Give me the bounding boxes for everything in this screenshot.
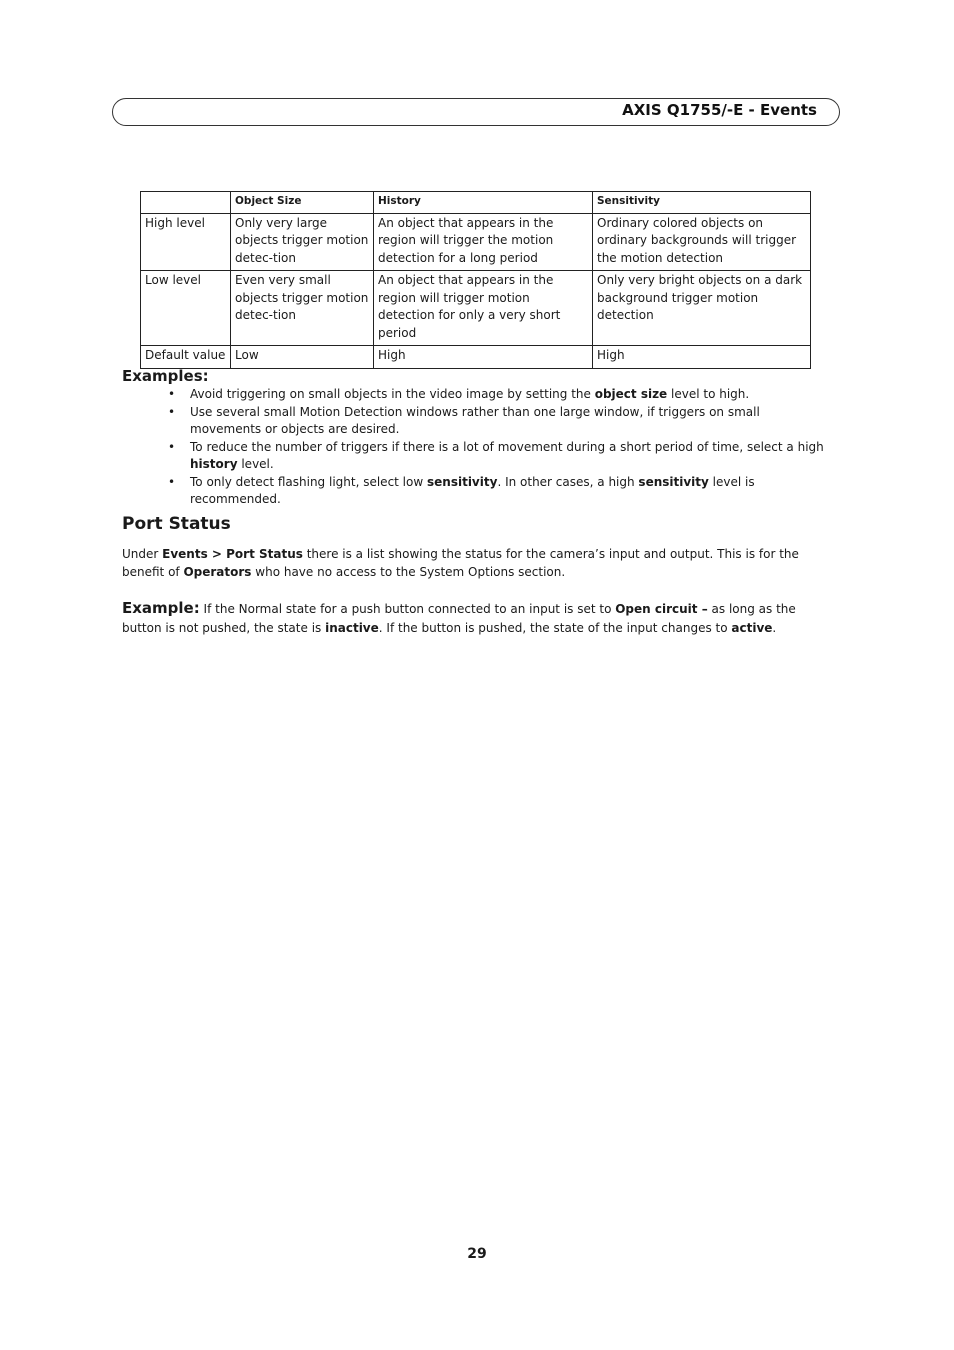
bold-term: object size: [594, 387, 668, 401]
bold-term: Operators: [183, 564, 252, 579]
table-header-cell: [141, 192, 231, 214]
list-item: [168, 474, 833, 509]
text: . If the button is pushed, the state of the input changes to: [378, 621, 732, 635]
bold-term: inactive: [325, 621, 379, 635]
port-status-paragraph: [122, 546, 834, 581]
page-title: AXIS Q1755/-E - Events: [622, 101, 817, 119]
table-cell: High: [374, 346, 593, 369]
table-row: [141, 213, 811, 271]
examples-heading: Examples:: [122, 367, 209, 385]
text: there is a list showing the status for the camera’s input and output. This is for the benefit of: [122, 547, 799, 579]
text: as long as the button is not pushed, the state is: [122, 602, 796, 635]
bullet-icon: •: [168, 387, 176, 401]
text: Avoid triggering on small objects in the video image by setting the: [190, 387, 595, 401]
table-cell: An object that appears in the region will trigger motion detection for only a very short period: [374, 271, 593, 346]
table-header-row: [141, 192, 811, 214]
table-header-cell: Object Size: [231, 192, 374, 214]
text: level to high.: [667, 387, 750, 401]
table-header-cell: Sensitivity: [593, 192, 811, 214]
table-cell: Even very small objects trigger motion detec-tion: [231, 271, 374, 346]
bold-term: sensitivity: [427, 474, 498, 489]
text: .: [772, 621, 777, 635]
table-cell: Ordinary colored objects on ordinary backgrounds will trigger the motion detection: [593, 213, 811, 271]
bold-term: active: [731, 621, 773, 635]
text: . In other cases, a high: [497, 474, 639, 489]
table-header-cell: History: [374, 192, 593, 214]
example-label: Example:: [122, 599, 200, 617]
text: Under: [122, 547, 163, 561]
examples-list: [168, 386, 833, 509]
text: who have no access to the System Options section.: [251, 564, 566, 579]
table-cell: Low level: [141, 271, 231, 346]
table-cell: An object that appears in the region will trigger the motion detection for a long period: [374, 213, 593, 271]
table-cell: Only very large objects trigger motion detec-tion: [231, 213, 374, 271]
table-row: [141, 271, 811, 346]
motion-parameters-table: [140, 191, 811, 369]
bullet-icon: •: [168, 404, 176, 419]
table-cell: High: [593, 346, 811, 369]
bold-term: history: [190, 457, 238, 471]
page-number: 29: [467, 1246, 487, 1262]
table-cell: Default value: [141, 346, 231, 369]
list-item: [168, 386, 833, 404]
text: To only detect flashing light, select low: [190, 474, 427, 489]
bold-term: sensitivity: [638, 474, 709, 489]
text: level is recommended.: [190, 474, 755, 506]
list-item: [168, 439, 833, 474]
port-status-heading: Port Status: [122, 514, 231, 534]
page-header: [112, 98, 840, 126]
bold-term: Events > Port Status: [162, 547, 303, 561]
text: Use several small Motion Detection windows rather than one large window, if triggers on small movements or objects are desired.: [190, 404, 760, 436]
list-item: [168, 404, 833, 439]
bold-term: Open circuit –: [615, 602, 708, 616]
table-cell: High level: [141, 213, 231, 271]
table-cell: Low: [231, 346, 374, 369]
text: If the Normal state for a push button connected to an input is set to: [199, 602, 616, 616]
example-paragraph: [122, 599, 834, 638]
text: level.: [237, 457, 274, 471]
bullet-icon: •: [168, 474, 176, 489]
text: To reduce the number of triggers if there is a lot of movement during a short period of time, select a high: [190, 439, 824, 454]
table-row: [141, 346, 811, 369]
table-cell: Only very bright objects on a dark background trigger motion detection: [593, 271, 811, 346]
bullet-icon: •: [168, 439, 176, 454]
